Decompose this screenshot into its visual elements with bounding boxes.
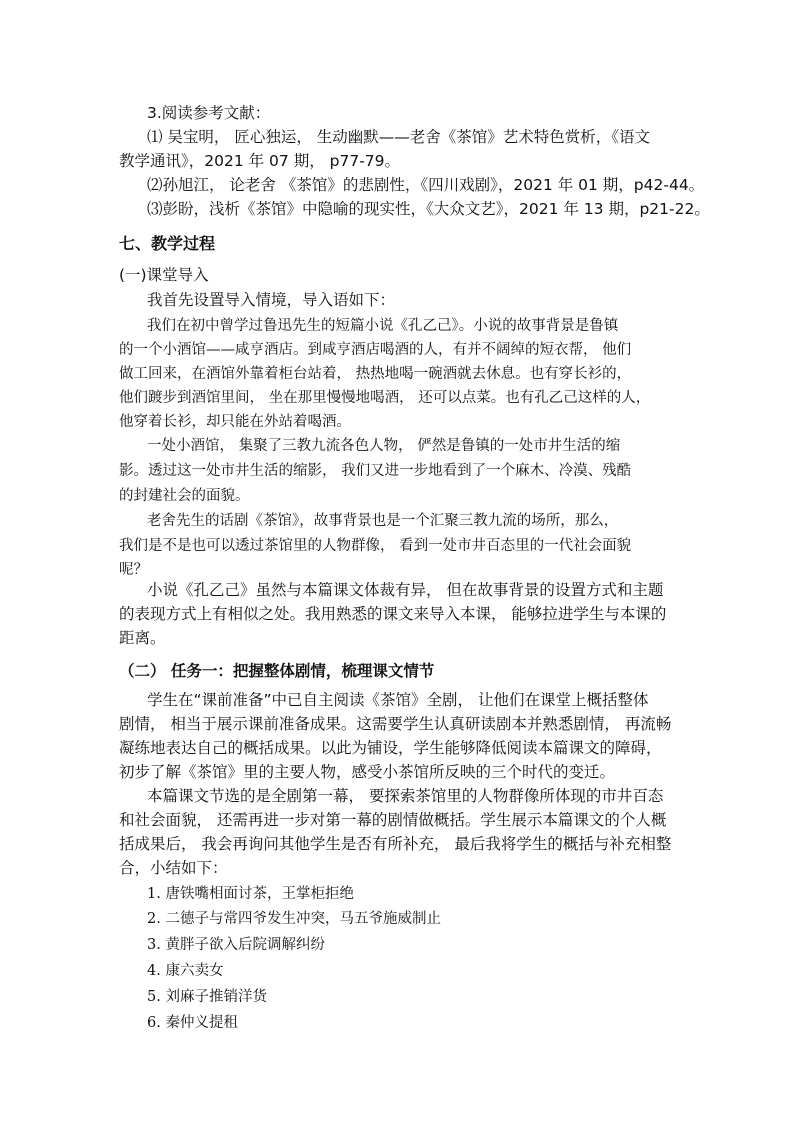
subsection-title: (一)课堂导入 <box>119 266 209 284</box>
quote-line: 他们踱步到酒馆里间， 坐在那里慢慢地喝酒， 还可以点菜。也有孔乙己这样的人， <box>119 390 651 406</box>
section-title: 七、教学过程 <box>119 234 216 253</box>
paragraph-line: 合，小结如下： <box>119 859 228 877</box>
paragraph-line: 距离。 <box>119 629 166 647</box>
quote-line: 做工回来，在酒馆外靠着柜台站着， 热热地喝一碗酒就去休息。也有穿长衫的， <box>119 366 632 382</box>
reference-1-line-1: ⑴ 吴宝明， 匠心独运， 生动幽默——老舍《茶馆》艺术特色赏析，《语文 <box>147 128 651 146</box>
list-item: 5. 刘麻子推销洋货 <box>147 989 267 1005</box>
quote-line: 我们是不是也可以透过茶馆里的人物群像， 看到一处市井百态里的一代社会面貌 <box>119 538 632 554</box>
quote-line: 一处小酒馆， 集聚了三教九流各色人物， 俨然是鲁镇的一处市井生活的缩 <box>147 438 621 454</box>
paragraph-line: 剧情， 相当于展示课前准备成果。这需要学生认真研读剧本并熟悉剧情， 再流畅 <box>119 715 672 733</box>
quote-line: 的一个小酒馆——咸亨酒店。到咸亨酒店喝酒的人，有并不阔绰的短衣帮， 他们 <box>119 342 632 358</box>
paragraph-line: 本篇课文节选的是全剧第一幕， 要探索茶馆里的人物群像所体现的市井百态 <box>147 787 664 805</box>
reference-3: ⑶彭盼，浅析《茶馆》中隐喻的现实性，《大众文艺》，2021 年 13 期，p21-22。 <box>147 200 710 218</box>
quote-line: 我们在初中曾学过鲁迅先生的短篇小说《孔乙己》。小说的故事背景是鲁镇 <box>147 318 619 334</box>
paragraph-line: 学生在“课前准备”中已自主阅读《茶馆》全剧， 让他们在课堂上概括整体 <box>147 691 649 709</box>
paragraph-line: 小说《孔乙己》虽然与本篇课文体裁有异， 但在故事背景的设置方式和主题 <box>147 581 664 599</box>
list-item: 1. 唐铁嘴相面讨茶，王掌柜拒绝 <box>147 886 354 902</box>
list-item: 3. 黄胖子欲入后院调解纠纷 <box>147 937 325 953</box>
paragraph: 我首先设置导入情境，导入语如下： <box>147 291 396 309</box>
quote-line: 呢？ <box>119 562 148 578</box>
paragraph-line: 的表现方式上有相似之处。我用熟悉的课文来导入本课， 能够拉进学生与本课的 <box>119 605 667 623</box>
quote-line: 老舍先生的话剧《茶馆》，故事背景也是一个汇聚三教九流的场所，那么， <box>147 513 619 529</box>
reference-2: ⑵孙旭江， 论老舍 《茶馆》的悲剧性，《四川戏剧》，2021 年 01 期，p42-44。 <box>147 176 705 194</box>
quote-line: 他穿着长衫，却只能在外站着喝酒。 <box>119 414 351 430</box>
references-heading: 3.阅读参考文献： <box>147 104 271 122</box>
reference-1-line-2: 教学通讯》，2021 年 07 期， p77-79。 <box>119 152 401 170</box>
paragraph-line: 初步了解《茶馆》里的主要人物，感受小茶馆所反映的三个时代的变迁。 <box>119 763 616 781</box>
paragraph-line: 和社会面貌， 还需再进一步对第一幕的剧情做概括。学生展示本篇课文的个人概 <box>119 811 667 829</box>
paragraph-line: 凝练地表达自己的概括成果。以此为铺设，学生能够降低阅读本篇课文的障碍， <box>119 739 662 757</box>
list-item: 4. 康六卖女 <box>147 963 224 979</box>
paragraph-line: 括成果后， 我会再询问其他学生是否有所补充， 最后我将学生的概括与补充相整 <box>119 835 672 853</box>
subsection-title: （二） 任务一：把握整体剧情，梳理课文情节 <box>119 662 435 680</box>
list-item: 6. 秦仲义提租 <box>147 1015 238 1031</box>
quote-line: 的封建社会的面貌。 <box>119 488 250 504</box>
list-item: 2. 二德子与常四爷发生冲突，马五爷施威制止 <box>147 911 441 927</box>
quote-line: 影。透过这一处市井生活的缩影， 我们又进一步地看到了一个麻木、冷漠、残酷 <box>119 463 632 479</box>
